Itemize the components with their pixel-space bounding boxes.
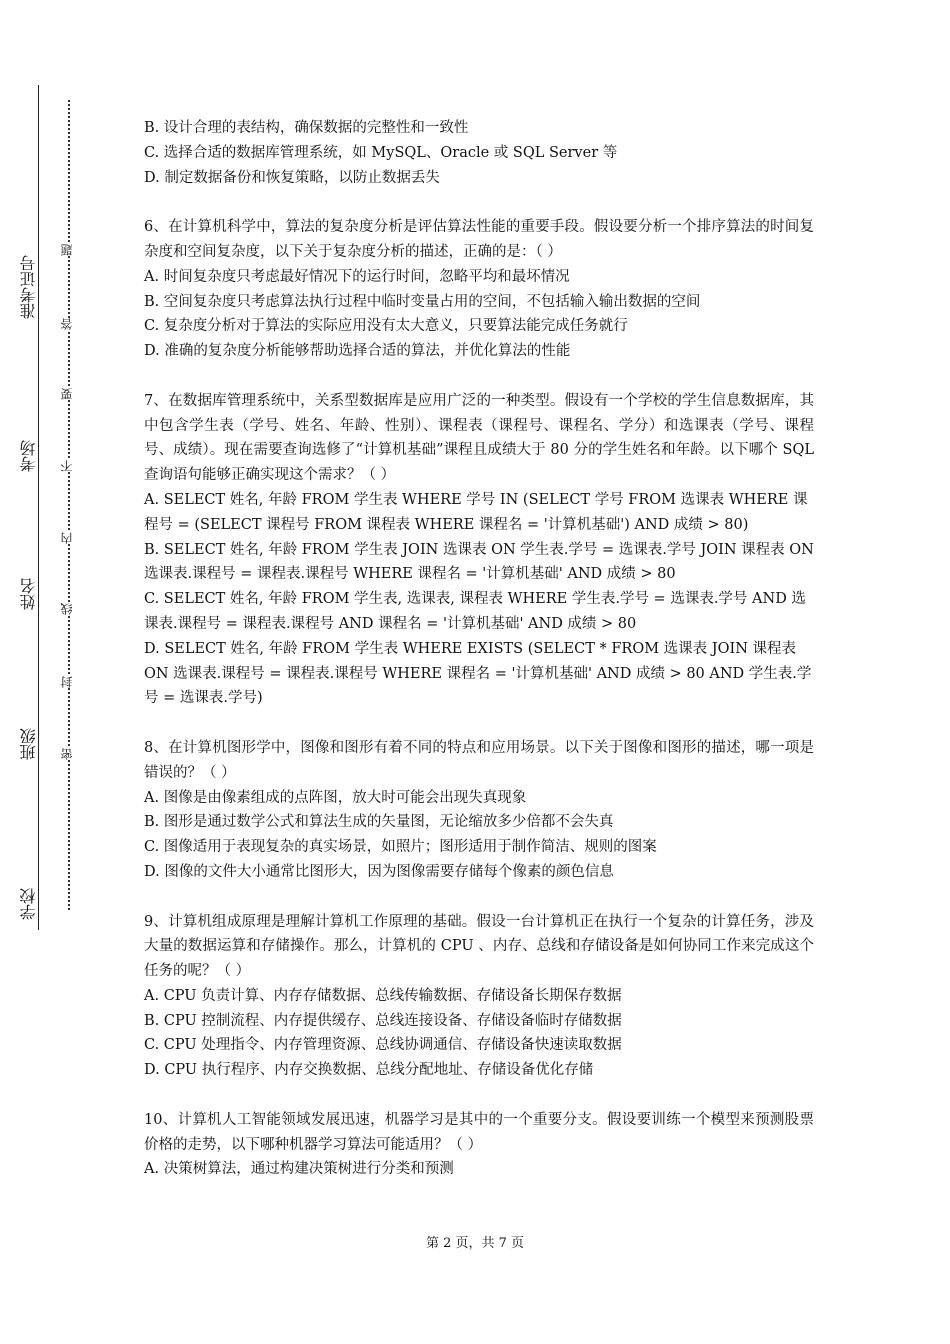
school-label: 学校 [19, 888, 38, 920]
binding-margin [19, 85, 42, 930]
binding-fill-line [38, 85, 39, 930]
question-stem: 8、在计算机图形学中，图像和图形有着不同的特点和应用场景。以下关于图像和图形的描述，哪一项是错误的？（ ） [144, 739, 814, 781]
question-stem: 6、在计算机科学中，算法的复杂度分析是评估算法性能的重要手段。假设要分析一个排序算法的时间复杂度和空间复杂度，以下关于复杂度分析的描述，正确的是：（ ） [144, 219, 814, 260]
seal-char: 封 [60, 676, 78, 688]
question-5-continued [144, 116, 814, 190]
seal-char: 题 [60, 244, 78, 256]
class-label: 班级 [19, 728, 38, 760]
seal-char: 不 [60, 460, 78, 472]
question-stem: 10、计算机人工智能领域发展迅速，机器学习是其中的一个重要分支。假设要训练一个模型来预测股票价格的走势，以下哪种机器学习算法可能适用？（ ） [144, 1111, 814, 1153]
option-b: B. 图形是通过数学公式和算法生成的矢量图，无论缩放多少倍都不会失真 [144, 814, 614, 831]
seal-char: 密 [60, 748, 78, 760]
page-footer: 第 2 页，共 7 页 [425, 1236, 525, 1251]
option-b: B. 空间复杂度只考虑算法执行过程中临时变量占用的空间，不包括输入输出数据的空间 [144, 293, 701, 310]
option-d: D. SELECT 姓名, 年龄 FROM 学生表 WHERE EXISTS (SELECT * FROM 选课表 JOIN 课程表 ON 选课表.课程号 = 课程表.课程号 WHERE 课程名 = '计算机基础' AND 成绩 > 80 AND 学生表.学号 = 选课表.学号) [144, 640, 812, 707]
option-c: C. 复杂度分析对于算法的实际应用没有太大意义，只要算法能完成任务就行 [144, 318, 628, 335]
option-b: B. CPU 控制流程、内存提供缓存、总线连接设备、存储设备临时存储数据 [144, 1012, 622, 1029]
question-10 [144, 1108, 814, 1182]
option-c: C. 选择合适的数据库管理系统，如 MySQL、Oracle 或 SQL Server 等 [144, 144, 618, 161]
question-list [144, 116, 814, 1207]
option-a: A. 图像是由像素组成的点阵图，放大时可能会出现失真现象 [144, 789, 527, 806]
option-d: D. 准确的复杂度分析能够帮助选择合适的算法，并优化算法的性能 [144, 343, 571, 360]
option-c: C. 图像适用于表现复杂的真实场景，如照片；图形适用于制作简洁、规则的图案 [144, 839, 657, 856]
option-a: A. 决策树算法，通过构建决策树进行分类和预测 [144, 1161, 454, 1178]
seal-char: 答 [60, 318, 78, 330]
question-9 [144, 910, 814, 1084]
seal-line [68, 100, 70, 910]
option-a: A. CPU 负责计算、内存存储数据、总线传输数据、存储设备长期保存数据 [144, 987, 622, 1004]
option-b: B. SELECT 姓名, 年龄 FROM 学生表 JOIN 选课表 ON 学生表.学号 = 选课表.学号 JOIN 课程表 ON 选课表.课程号 = 课程表.课程号 WHERE 课程名 = '计算机基础' AND 成绩 > 80 [144, 541, 814, 583]
student-name-label: 姓名 [19, 578, 38, 610]
exam-number-label: 准考证号 [19, 255, 38, 319]
option-b: B. 设计合理的表结构，确保数据的完整性和一致性 [144, 120, 469, 136]
option-d: D. 制定数据备份和恢复策略，以防止数据丢失 [144, 169, 440, 186]
option-c: C. SELECT 姓名, 年龄 FROM 学生表, 选课表, 课程表 WHERE 学生表.学号 = 选课表.学号 AND 选课表.课程号 = 课程表.课程号 AND 课程名 = '计算机基础' AND 成绩 > 80 [144, 591, 806, 632]
question-7 [144, 389, 814, 711]
question-8 [144, 736, 814, 885]
question-6 [144, 215, 814, 364]
seal-char: 内 [60, 532, 78, 544]
seal-char: 线 [60, 603, 78, 615]
option-d: D. 图像的文件大小通常比图形大，因为图像需要存储每个像素的颜色信息 [144, 863, 614, 880]
option-a: A. SELECT 姓名, 年龄 FROM 学生表 WHERE 学号 IN (SELECT 学号 FROM 选课表 WHERE 课程号 = (SELECT 课程号 FROM 课程表 WHERE 课程名 = '计算机基础') AND 成绩 > 80) [144, 491, 808, 533]
option-d: D. CPU 执行程序、内存交换数据、总线分配地址、存储设备优化存储 [144, 1062, 594, 1079]
question-stem: 7、在数据库管理系统中，关系型数据库是应用广泛的一种类型。假设有一个学校的学生信息数据库，其中包含学生表（学号、姓名、年龄、性别）、课程表（课程号、课程名、学分）和选课表（学号、课程号、成绩）。现在需要查询选修了“计算机基础”课程且成绩大于 80 分的学生姓名和年龄。以下哪个 SQL 查询语句能够正确实现这个需求？（ ） [144, 392, 814, 484]
option-c: C. CPU 处理指令、内存管理资源、总线协调通信、存储设备快速读取数据 [144, 1037, 622, 1054]
exam-room-label: 考场 [19, 440, 38, 472]
question-stem: 9、计算机组成原理是理解计算机工作原理的基础。假设一台计算机正在执行一个复杂的计算任务，涉及大量的数据运算和存储操作。那么，计算机的 CPU 、内存、总线和存储设备是如何协同工作来完成这个任务的呢？（ ） [144, 913, 814, 980]
option-a: A. 时间复杂度只考虑最好情况下的运行时间，忽略平均和最坏情况 [144, 268, 570, 285]
seal-char: 要 [60, 388, 78, 400]
